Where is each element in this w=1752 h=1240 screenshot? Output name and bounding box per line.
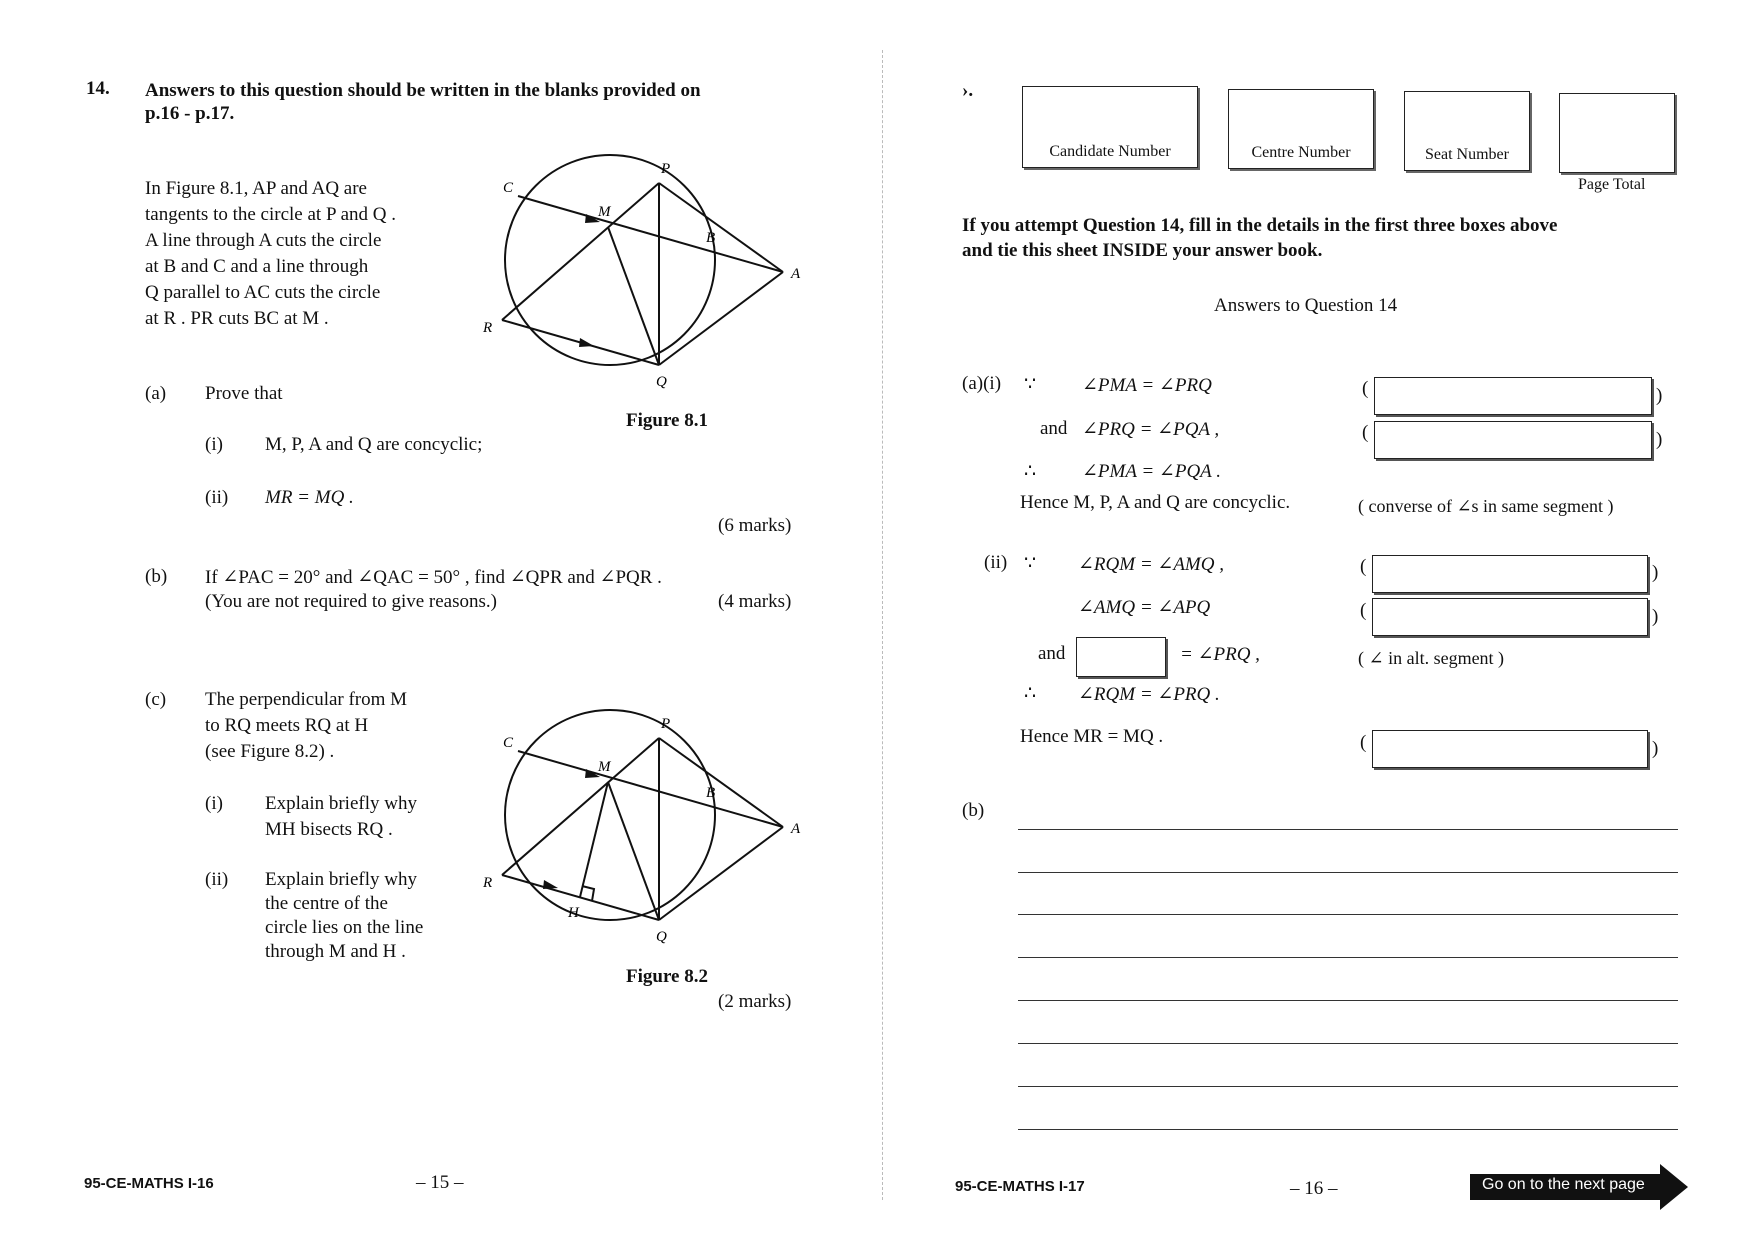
answer-instruction: If you attempt Question 14, fill in the details in the first three boxes above [962, 215, 1558, 236]
arrow-mark [579, 338, 594, 347]
chord-rq [502, 875, 659, 920]
footer-code: 95-CE-MATHS I-17 [955, 1178, 1085, 1195]
label-r: R [483, 875, 493, 891]
part-c-ii-line: the centre of the [265, 893, 388, 914]
segment-mq [608, 782, 659, 920]
and-label: and [1040, 418, 1068, 439]
label-a: A [791, 266, 801, 282]
part-c-ii-label: (ii) [205, 869, 229, 890]
and-label: and [1038, 643, 1066, 664]
perpendicular-mh [580, 782, 608, 897]
answer-line[interactable] [1018, 872, 1678, 873]
a-ii-conclusion: Hence MR = MQ . [1020, 726, 1164, 747]
circle [505, 710, 715, 920]
label-a: A [791, 821, 801, 837]
tangent-ap [659, 738, 783, 827]
part-a-i-label: (i) [205, 434, 223, 455]
part-a-ii-text: MR = MQ . [265, 487, 354, 508]
reason-box-a-i-2[interactable] [1374, 421, 1652, 459]
part-b-marks: (4 marks) [718, 591, 792, 612]
label-p: P [661, 161, 671, 177]
candidate-number-label: Candidate Number [1049, 143, 1171, 160]
reason-box-a-ii-1[interactable] [1372, 555, 1648, 593]
part-c-i-label: (i) [205, 793, 223, 814]
label-m: M [598, 759, 611, 775]
part-b-note: (You are not required to give reasons.) [205, 591, 497, 612]
intro-line: at R . PR cuts BC at M . [145, 308, 329, 329]
seat-number-label: Seat Number [1425, 146, 1509, 163]
intro-line: at B and C and a line through [145, 256, 369, 277]
label-b: B [706, 785, 716, 801]
a-ii-statement-1: ∠RQM = ∠AMQ , [1078, 554, 1224, 575]
next-page-arrow [1470, 1164, 1688, 1210]
answer-line[interactable] [1018, 957, 1678, 958]
paren-open: ( [1362, 422, 1369, 443]
page-total-box[interactable] [1559, 93, 1675, 173]
tangent-aq [659, 272, 783, 365]
label-c: C [503, 735, 514, 751]
label-r: R [483, 320, 493, 336]
answer-line[interactable] [1018, 1043, 1678, 1044]
corner-mark: ›. [962, 80, 974, 101]
reason-box-a-ii-3[interactable] [1372, 730, 1648, 768]
paren-close: ) [1656, 429, 1663, 450]
label-q: Q [656, 929, 667, 945]
a-i-conclusion: Hence M, P, A and Q are concyclic. [1020, 492, 1291, 513]
intro-line: Q parallel to AC cuts the circle [145, 282, 381, 303]
therefore-symbol: ∴ [1024, 461, 1037, 482]
tangent-aq [659, 827, 783, 920]
figure-8-2 [470, 705, 820, 950]
part-b-text: If ∠PAC = 20° and ∠QAC = 50° , find ∠QPR and ∠PQR . [205, 567, 662, 588]
answer-line[interactable] [1018, 914, 1678, 915]
angle-fill-box[interactable] [1076, 637, 1166, 677]
answer-line[interactable] [1018, 1086, 1678, 1087]
tangent-ap [659, 183, 783, 272]
segment-mq [608, 227, 659, 365]
line-ca [518, 751, 783, 827]
intro-line: A line through A cuts the circle [145, 230, 382, 251]
part-c-ii-line: through M and H . [265, 941, 406, 962]
answer-line[interactable] [1018, 1000, 1678, 1001]
part-b-label: (b) [145, 566, 168, 587]
arrow-mark [543, 880, 558, 889]
part-c-line: to RQ meets RQ at H [205, 715, 369, 736]
candidate-number-box[interactable] [1022, 86, 1198, 168]
label-h: H [568, 905, 579, 921]
part-c-line: (see Figure 8.2) . [205, 741, 335, 762]
seat-number-box[interactable] [1404, 91, 1530, 171]
paren-close: ) [1652, 606, 1659, 627]
a-ii-statement-3: = ∠PRQ , [1180, 644, 1260, 665]
figure-8-2-caption: Figure 8.2 [626, 966, 708, 987]
part-c-label: (c) [145, 689, 167, 710]
part-c-i-line: Explain briefly why [265, 793, 417, 814]
answers-heading: Answers to Question 14 [1214, 295, 1398, 316]
paren-open: ( [1360, 732, 1367, 753]
question-number: 14. [86, 78, 110, 99]
part-a-label: (a) [145, 383, 167, 404]
paren-open: ( [1362, 378, 1369, 399]
question-instruction: Answers to this question should be written in the blanks provided on [145, 80, 701, 101]
because-symbol: ∵ [1024, 553, 1037, 574]
a-ii-statement-4: ∠RQM = ∠PRQ . [1078, 684, 1220, 705]
question-instruction-line2: p.16 - p.17. [145, 103, 235, 124]
part-c-marks: (2 marks) [718, 991, 792, 1012]
label-c: C [503, 180, 514, 196]
part-c-ii-line: circle lies on the line [265, 917, 424, 938]
paren-open: ( [1360, 600, 1367, 621]
part-a-text: Prove that [205, 383, 283, 404]
answer-line[interactable] [1018, 1129, 1678, 1130]
intro-line: tangents to the circle at P and Q . [145, 204, 396, 225]
centre-number-label: Centre Number [1251, 144, 1351, 161]
a-ii-statement-3-reason: ( ∠ in alt. segment ) [1358, 648, 1505, 668]
label-q: Q [656, 374, 667, 390]
line-ca [518, 196, 783, 272]
centre-number-box[interactable] [1228, 89, 1374, 169]
reason-box-a-i-1[interactable] [1374, 377, 1652, 415]
a-ii-statement-2: ∠AMQ = ∠APQ [1078, 597, 1211, 618]
circle [505, 155, 715, 365]
part-a-i-label: (a)(i) [962, 373, 1002, 394]
label-p: P [661, 716, 671, 732]
footer-page-number: – 15 – [416, 1172, 464, 1193]
part-b-label: (b) [962, 800, 985, 821]
page-total-label: Page Total [1578, 176, 1646, 193]
a-i-conclusion-reason: ( converse of ∠s in same segment ) [1358, 496, 1614, 516]
answer-line[interactable] [1018, 829, 1678, 830]
part-a-ii-label: (ii) [205, 487, 229, 508]
part-a-ii-label: (ii) [984, 552, 1008, 573]
footer-code: 95-CE-MATHS I-16 [84, 1175, 214, 1192]
figure-8-1 [470, 150, 820, 395]
paren-close: ) [1652, 562, 1659, 583]
a-i-statement-2: ∠PRQ = ∠PQA , [1082, 419, 1220, 440]
next-page-label: Go on to the next page [1482, 1176, 1645, 1193]
footer-page-number: – 16 – [1290, 1178, 1338, 1199]
a-i-statement-3: ∠PMA = ∠PQA . [1082, 461, 1221, 482]
part-a-i-text: M, P, A and Q are concyclic; [265, 434, 483, 455]
label-m: M [598, 204, 611, 220]
part-a-marks: (6 marks) [718, 515, 792, 536]
part-c-ii-line: Explain briefly why [265, 869, 417, 890]
paren-close: ) [1652, 738, 1659, 759]
part-c-i-line: MH bisects RQ . [265, 819, 393, 840]
answer-instruction-line2: and tie this sheet INSIDE your answer book. [962, 240, 1323, 261]
page-divider [882, 50, 883, 1200]
part-c-line: The perpendicular from M [205, 689, 408, 710]
reason-box-a-ii-2[interactable] [1372, 598, 1648, 636]
intro-line: In Figure 8.1, AP and AQ are [145, 178, 367, 199]
because-symbol: ∵ [1024, 374, 1037, 395]
paren-open: ( [1360, 556, 1367, 577]
therefore-symbol: ∴ [1024, 683, 1037, 704]
a-i-statement-1: ∠PMA = ∠PRQ [1082, 375, 1212, 396]
paren-close: ) [1656, 385, 1663, 406]
figure-8-1-caption: Figure 8.1 [626, 410, 708, 431]
label-b: B [706, 230, 716, 246]
